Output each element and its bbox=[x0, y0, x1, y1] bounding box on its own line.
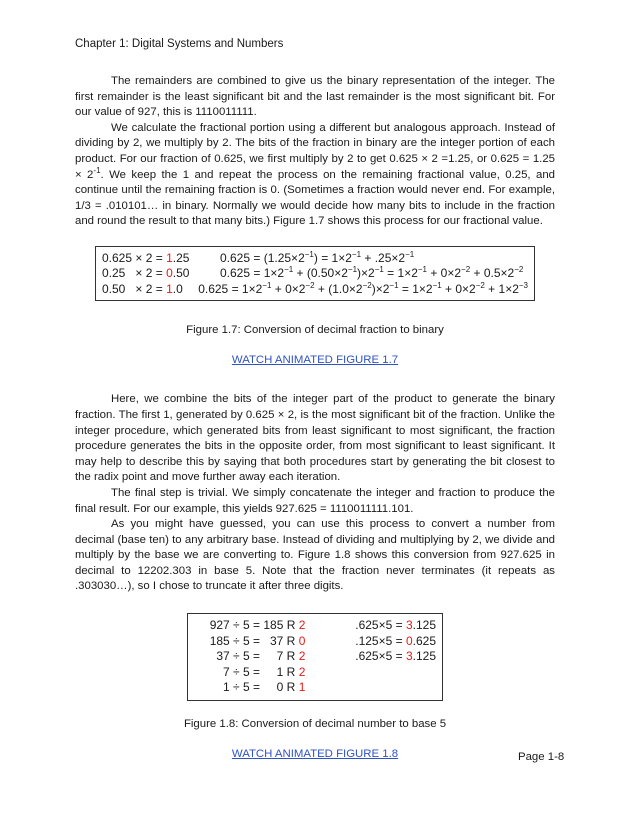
multiply-step: 0.625 × 2 = 1.25 bbox=[102, 250, 190, 265]
page-body bbox=[75, 74, 555, 762]
paragraph-text: We calculate the fractional portion using a different but analogous approach. Instead of dividing by 2, we multiply by 2. The bits of the fraction in binary are the integer portion of each product. For our fraction of 0.625, we first multiply by 2 to get 0.625 × 2 =1.25, or 0.625 = 1.25 × 2 bbox=[75, 121, 555, 181]
paragraph: As you might have guessed, you can use this process to convert a number from decimal (base ten) to any arbitrary base. Instead of dividing and multiplying by 2, we divide and multiply by the base we are converting to. Figure 1.8 shows this conversion from 927.625 in decimal to 12202.303 in base 5. Note that the fraction never terminates (it repeats as .303030…), so I chose to truncate it after three digits. bbox=[75, 518, 555, 593]
expansion: $0.625 = 1\times 2^{-1} + 0\times 2^{-2} + (1.0\times 2^{-2})\times 2^{-1} = 1\times 2^{-1} + 0\times 2^{-2} + 1\times 2^{-3}$ bbox=[198, 280, 528, 296]
figure-1-7 bbox=[95, 246, 535, 301]
superscript: -1 bbox=[93, 165, 101, 175]
figure-1-8 bbox=[187, 613, 443, 701]
expansion: $0.625 = (1.25\times 2^{-1}) = 1\times 2^{-1} + .25\times 2^{-1}$ bbox=[220, 249, 415, 265]
paragraph: The final step is trivial. We simply concatenate the integer and fraction to produce the final result. For our example, this yields 927.625 = 1110011111.101. bbox=[75, 486, 555, 515]
figure-caption: Figure 1.8: Conversion of decimal number to base 5 bbox=[183, 718, 447, 731]
paragraph bbox=[75, 121, 555, 230]
paragraph-text: . We keep the 1 and repeat the process on the remaining fractional value, 0.25, and continue until the remaining fraction is 0. (Sometimes a fraction would never end. For example, 1/3 = .010101… in binary. Normally we would decide how many bits to include in the fraction and round the result to that many bits.) Figure 1.7 shows this process for our fractional value. bbox=[75, 168, 556, 228]
chapter-header: Chapter 1: Digital Systems and Numbers bbox=[75, 38, 284, 50]
page-number: Page 1-8 bbox=[518, 751, 565, 763]
expansion: $0.625 = 1\times 2^{-1} + (0.50\times 2^{-1})\times 2^{-1} = 1\times 2^{-1} + 0\times 2^{-2} + 0.5\times 2^{-2}$ bbox=[220, 265, 524, 281]
division-row: 7 ÷ 5 = 1 R 2 bbox=[223, 664, 306, 679]
division-row: 927 ÷ 5 = 185 R 2 bbox=[209, 618, 306, 633]
watch-figure-1-7-link[interactable]: WATCH ANIMATED FIGURE 1.7 bbox=[231, 353, 399, 366]
paragraph: Here, we combine the bits of the integer part of the product to generate the binary fraction. The first 1, generated by 0.625 × 2, is the most significant bit of the fraction. Unlike the integer procedure, which generated bits from least significant to most significant, the fraction procedure generates the bits in the opposite order, from most significant to least significant. It may help to describe this by saying that both procedures start by generating the bit closest to the radix point and move further away each iteration. bbox=[75, 393, 555, 484]
multiply-step: 0.50 × 2 = 1.0 bbox=[102, 281, 183, 296]
division-row: 1 ÷ 5 = 0 R 1 bbox=[223, 680, 306, 695]
multiplication-row: .125×5 = 0 .625 bbox=[355, 633, 436, 648]
watch-figure-1-8-link[interactable]: WATCH ANIMATED FIGURE 1.8 bbox=[231, 747, 399, 760]
division-column bbox=[194, 618, 355, 696]
multiplication-column bbox=[355, 618, 436, 696]
figure-row bbox=[102, 266, 528, 281]
division-row: 185 ÷ 5 = 37 R 0 bbox=[209, 633, 306, 648]
figure-row bbox=[102, 282, 528, 297]
paragraph: The remainders are combined to give us the binary representation of the integer. The first remainder is the least significant bit and the last remainder is the most significant bit. For our value of 927, this is 1110011111. bbox=[75, 75, 555, 119]
division-row: 37 ÷ 5 = 7 R 2 bbox=[216, 649, 306, 664]
multiplication-row: .625×5 = 3 .125 bbox=[355, 649, 436, 664]
multiply-step: 0.25 × 2 = 0.50 bbox=[102, 266, 190, 281]
multiplication-row: .625×5 = 3 .125 bbox=[355, 618, 436, 633]
figure-caption: Figure 1.7: Conversion of decimal fraction to binary bbox=[186, 324, 444, 337]
figure-row bbox=[102, 251, 528, 266]
